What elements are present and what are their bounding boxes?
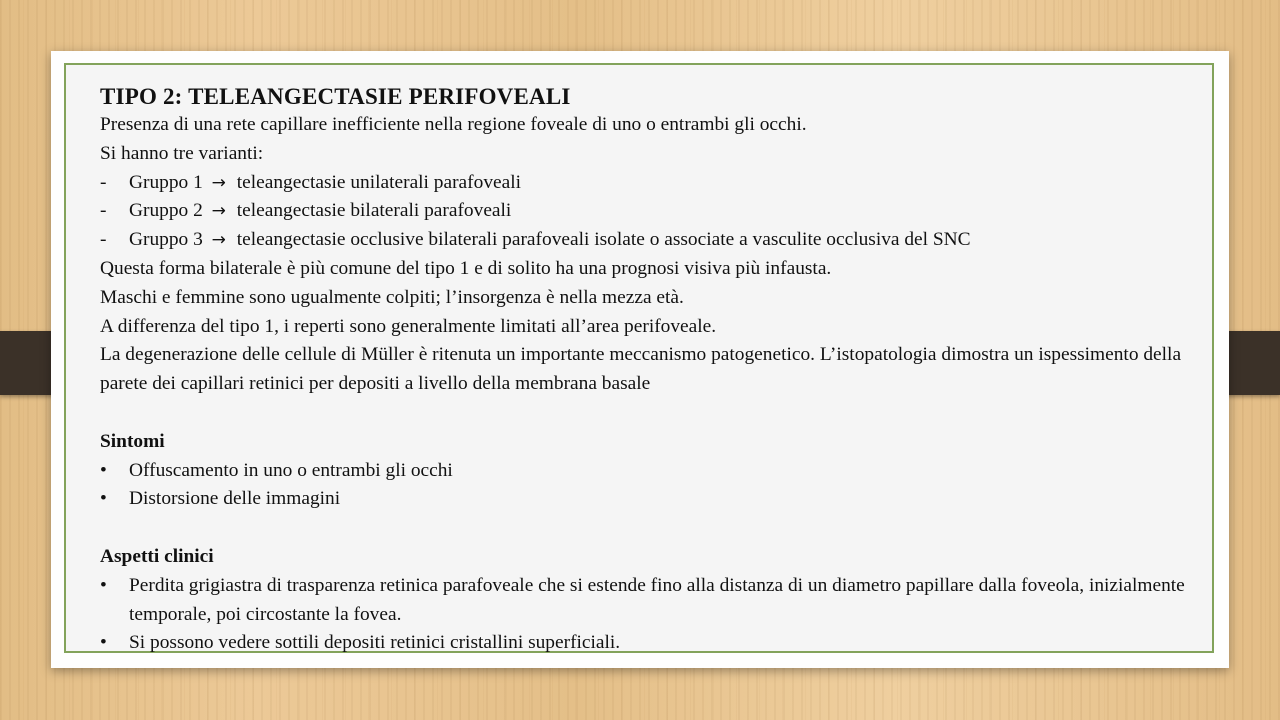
variant-description: teleangectasie occlusive bilaterali parafoveali isolate o associate a vasculite occlusiva del SNC [236, 229, 971, 251]
paragraph-text: A differenza del tipo 1, i reperti sono generalmente limitati all’area perifoveale. [100, 315, 717, 337]
symptoms-heading: Sintomi [100, 430, 165, 452]
spacer [100, 399, 1210, 428]
dash-marker: - [100, 171, 107, 193]
slide-title: TIPO 2: TELEANGECTASIE PERIFOVEALI [100, 84, 571, 109]
slide-frame [64, 63, 1214, 653]
symptom-item [100, 457, 1210, 486]
paragraph-text: La degenerazione delle cellule di Müller è ritenuta un importante meccanismo patogenetico. L’istopatologia dimostra un ispessimento della parete dei capillari retinici per depositi a livello della membrana basale [100, 344, 1182, 395]
bullet-icon: • [100, 574, 107, 596]
variant-group: Gruppo 3 [129, 229, 203, 251]
clinical-text: Si possono vedere sottili depositi retinici cristallini superficiali. [129, 632, 621, 654]
variant-description: teleangectasie bilaterali parafoveali [236, 200, 512, 222]
symptom-text: Distorsione delle immagini [129, 488, 341, 510]
spacer [100, 514, 1210, 543]
bullet-icon: • [100, 488, 107, 510]
variant-group: Gruppo 2 [129, 200, 203, 222]
variant-group: Gruppo 1 [129, 171, 203, 193]
arrow-right-icon: → [211, 172, 226, 193]
variant-item [100, 226, 1210, 255]
bullet-icon: • [100, 459, 107, 481]
variant-item [100, 197, 1210, 226]
bullet-icon: • [100, 632, 107, 654]
symptom-text: Offuscamento in uno o entrambi gli occhi [129, 459, 453, 481]
clinical-item [100, 572, 1210, 630]
clinical-item [100, 629, 1210, 658]
clinical-text: Perdita grigiastra di trasparenza retinica parafoveale che si estende fino alla distanza di un diametro papillare dalla foveola, inizialmente temporale, poi circostante la fovea. [129, 574, 1185, 625]
clinical-heading: Aspetti clinici [100, 545, 214, 567]
slide-content [100, 82, 1210, 658]
variant-description: teleangectasie unilaterali parafoveali [236, 171, 521, 193]
dash-marker: - [100, 229, 107, 251]
arrow-right-icon: → [211, 201, 226, 222]
intro-text: Presenza di una rete capillare inefficiente nella regione foveale di uno o entrambi gli occhi. [100, 114, 807, 135]
symptom-item [100, 485, 1210, 514]
dash-marker: - [100, 200, 107, 222]
paragraph-text: Maschi e femmine sono ugualmente colpiti; l’insorgenza è nella mezza età. [100, 286, 684, 308]
variants-heading: Si hanno tre varianti: [100, 142, 264, 164]
arrow-right-icon: → [211, 230, 226, 251]
paragraph-text: Questa forma bilaterale è più comune del tipo 1 e di solito ha una prognosi visiva più infausta. [100, 257, 832, 279]
slide-card [51, 51, 1229, 668]
variant-item [100, 169, 1210, 198]
